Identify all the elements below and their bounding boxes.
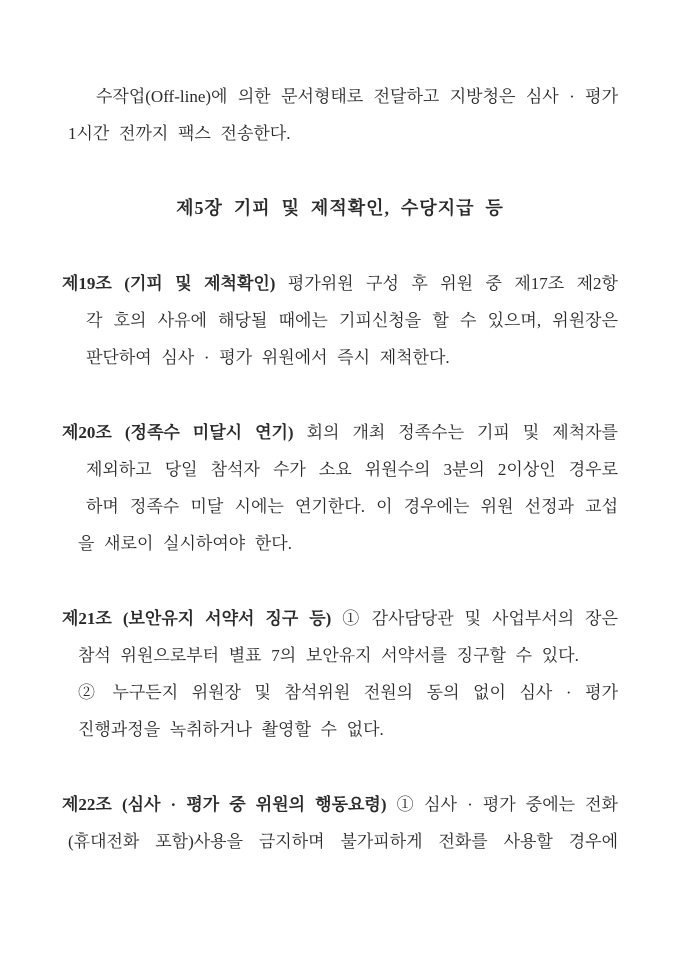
article-21 (62, 600, 618, 748)
chapter-heading: 제5장 기피 및 제적확인, 수당지급 등 (176, 198, 504, 218)
article-text: 평가위원 구성 후 위원 중 제17조 제2항 (287, 274, 618, 293)
article-number-title: 제19조 (기피 및 제척확인) (62, 274, 276, 293)
article-text: ① 심사 · 평가 중에는 전화 (396, 795, 618, 814)
article-number-title: 제21조 (보안유지 서약서 징구 등) (62, 609, 332, 628)
body-line: 제외하고 당일 참석자 수가 소요 위원수의 3분의 2이상인 경우로 (86, 460, 618, 479)
article-22 (62, 786, 618, 860)
body-line: 수작업(Off-line)에 의한 문서형태로 전달하고 지방청은 심사 · 평가 (96, 87, 618, 106)
body-line: 을 새로이 실시하여야 한다. (78, 534, 292, 553)
article-text: 회의 개최 정족수는 기피 및 제척자를 (306, 423, 618, 442)
article-19 (62, 265, 618, 376)
body-line: ② 누구든지 위원장 및 참석위원 전원의 동의 없이 심사 · 평가 (78, 683, 618, 702)
continuation-paragraph (62, 78, 618, 152)
body-line: 판단하여 심사 · 평가 위원에서 즉시 제척한다. (86, 348, 450, 367)
body-line (62, 414, 618, 451)
body-line: 1시간 전까지 팩스 전송한다. (68, 124, 291, 143)
body-line: 진행과정을 녹취하거나 촬영할 수 없다. (78, 720, 384, 739)
body-line (62, 786, 618, 823)
article-text: ① 감사담당관 및 사업부서의 장은 (342, 609, 618, 628)
body-line (62, 600, 618, 637)
body-line: (휴대전화 포함)사용을 금지하며 불가피하게 전화를 사용할 경우에 (68, 832, 618, 851)
article-number-title: 제22조 (심사 · 평가 중 위원의 행동요령) (62, 795, 387, 814)
body-line: 참석 위원으로부터 별표 7의 보안유지 서약서를 징구할 수 있다. (78, 646, 579, 665)
body-line: 하며 정족수 미달 시에는 연기한다. 이 경우에는 위원 선정과 교섭 (86, 497, 618, 516)
body-line (62, 265, 618, 302)
article-20 (62, 414, 618, 562)
article-number-title: 제20조 (정족수 미달시 연기) (62, 423, 294, 442)
body-line: 각 호의 사유에 해당될 때에는 기피신청을 할 수 있으며, 위원장은 (86, 311, 618, 330)
